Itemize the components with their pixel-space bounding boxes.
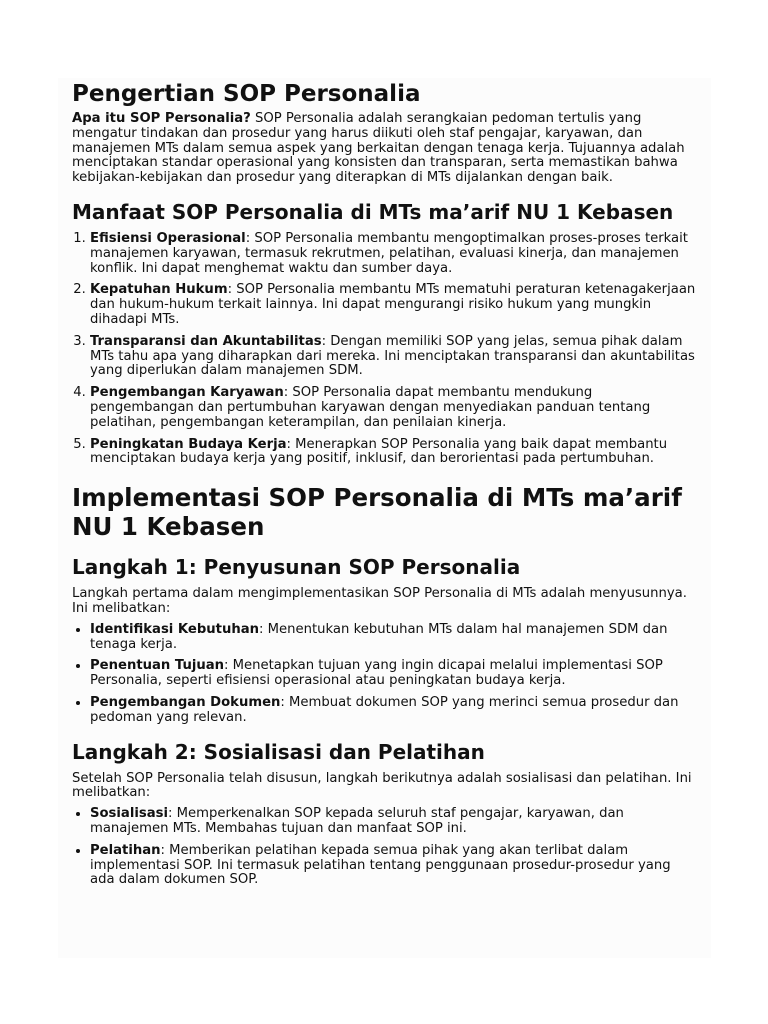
step1-item	[90, 696, 697, 726]
benefits-heading: Manfaat SOP Personalia di MTs ma’arif NU 1 Kebasen	[72, 199, 674, 224]
benefit-term: Peningkatan Budaya Kerja	[90, 436, 287, 452]
step2-item	[90, 807, 697, 837]
benefit-item	[90, 232, 697, 276]
benefit-text: : SOP Personalia membantu MTs mematuhi peraturan ketenagakerjaan dan hukum-hukum terkait lainnya. Ini dapat mengurangi risiko hukum yang mungkin dihadapi MTs.	[90, 282, 696, 327]
intro-text: SOP Personalia adalah serangkaian pedoman tertulis yang mengatur tindakan dan prosedur yang harus diikuti oleh staf pengajar, karyawan, dan manajemen MTs dalam semua aspek yang berkaitan dengan tenaga kerja. Tujuannya adalah menciptakan standar operasional yang konsisten dan transparan, serta memastikan bahwa kebijakan-kebijakan dan prosedur yang diterapkan di MTs dijalankan dengan baik.	[72, 111, 685, 186]
benefit-term: Transparansi dan Akuntabilitas	[90, 333, 322, 349]
step1-text: : Membuat dokumen SOP yang merinci semua prosedur dan pedoman yang relevan.	[90, 694, 679, 725]
benefit-item	[90, 283, 697, 327]
intro-term: Apa itu SOP Personalia?	[72, 111, 251, 126]
page-title: Pengertian SOP Personalia	[72, 81, 421, 107]
document-page	[58, 78, 711, 958]
step1-item	[90, 623, 697, 653]
benefit-item	[90, 438, 697, 468]
step1-term: Identifikasi Kebutuhan	[90, 621, 260, 637]
step1-item	[90, 659, 697, 689]
step2-list	[72, 807, 697, 888]
intro-paragraph	[72, 112, 697, 186]
benefit-text: : SOP Personalia membantu mengoptimalkan proses-proses terkait manajemen karyawan, termasuk rekrutmen, pelatihan, evaluasi kinerja, dan manajemen konflik. Ini dapat menghemat waktu dan sumber daya.	[90, 230, 688, 276]
step1-text: : Menetapkan tujuan yang ingin dicapai melalui implementasi SOP Personalia, seperti efisiensi operasional atau peningkatan budaya kerja.	[90, 658, 663, 689]
step1-heading: Langkah 1: Penyusunan SOP Personalia	[72, 555, 521, 580]
document-content	[58, 80, 711, 888]
step2-term: Pelatihan	[90, 842, 161, 858]
step2-intro: Setelah SOP Personalia telah disusun, langkah berikutnya adalah sosialisasi dan pelatihan. Ini melibatkan:	[72, 770, 692, 801]
benefit-term: Kepatuhan Hukum	[90, 282, 228, 298]
benefit-term: Pengembangan Karyawan	[90, 385, 284, 401]
step2-item	[90, 844, 697, 888]
benefit-term: Efisiensi Operasional	[90, 230, 246, 246]
benefits-list	[72, 232, 697, 467]
step2-heading: Langkah 2: Sosialisasi dan Pelatihan	[72, 739, 485, 764]
benefit-text: : Menerapkan SOP Personalia yang baik dapat membantu menciptakan budaya kerja yang positif, inklusif, dan berorientasi pada pertumbuhan.	[90, 436, 668, 467]
step1-term: Pengembangan Dokumen	[90, 694, 281, 710]
step1-term: Penentuan Tujuan	[90, 658, 225, 674]
step1-list	[72, 623, 697, 726]
step2-text: : Memperkenalkan SOP kepada seluruh staf pengajar, karyawan, dan manajemen MTs. Membahas tujuan dan manfaat SOP ini.	[90, 806, 624, 836]
step2-text: : Memberikan pelatihan kepada semua pihak yang akan terlibat dalam implementasi SOP. Ini termasuk pelatihan tentang penggunaan prosedur-prosedur yang ada dalam dokumen SOP.	[90, 842, 671, 888]
step1-intro: Langkah pertama dalam mengimplementasikan SOP Personalia di MTs adalah menyusunnya. Ini melibatkan:	[72, 586, 687, 616]
benefit-item	[90, 335, 697, 379]
benefit-text: : Dengan memiliki SOP yang jelas, semua pihak dalam MTs tahu apa yang diharapkan dari mereka. Ini menciptakan transparansi dan akuntabilitas yang diperlukan dalam manajemen SDM.	[90, 333, 695, 379]
benefit-item	[90, 386, 697, 430]
benefit-text: : SOP Personalia dapat membantu mendukung pengembangan dan pertumbuhan karyawan dengan menyediakan panduan tentang pelatihan, pengembangan keterampilan, dan penilaian kinerja.	[90, 385, 651, 430]
implementation-heading: Implementasi SOP Personalia di MTs ma’arif NU 1 Kebasen	[72, 483, 682, 542]
step2-term: Sosialisasi	[90, 806, 168, 822]
step1-text: : Menentukan kebutuhan MTs dalam hal manajemen SDM dan tenaga kerja.	[90, 621, 668, 652]
